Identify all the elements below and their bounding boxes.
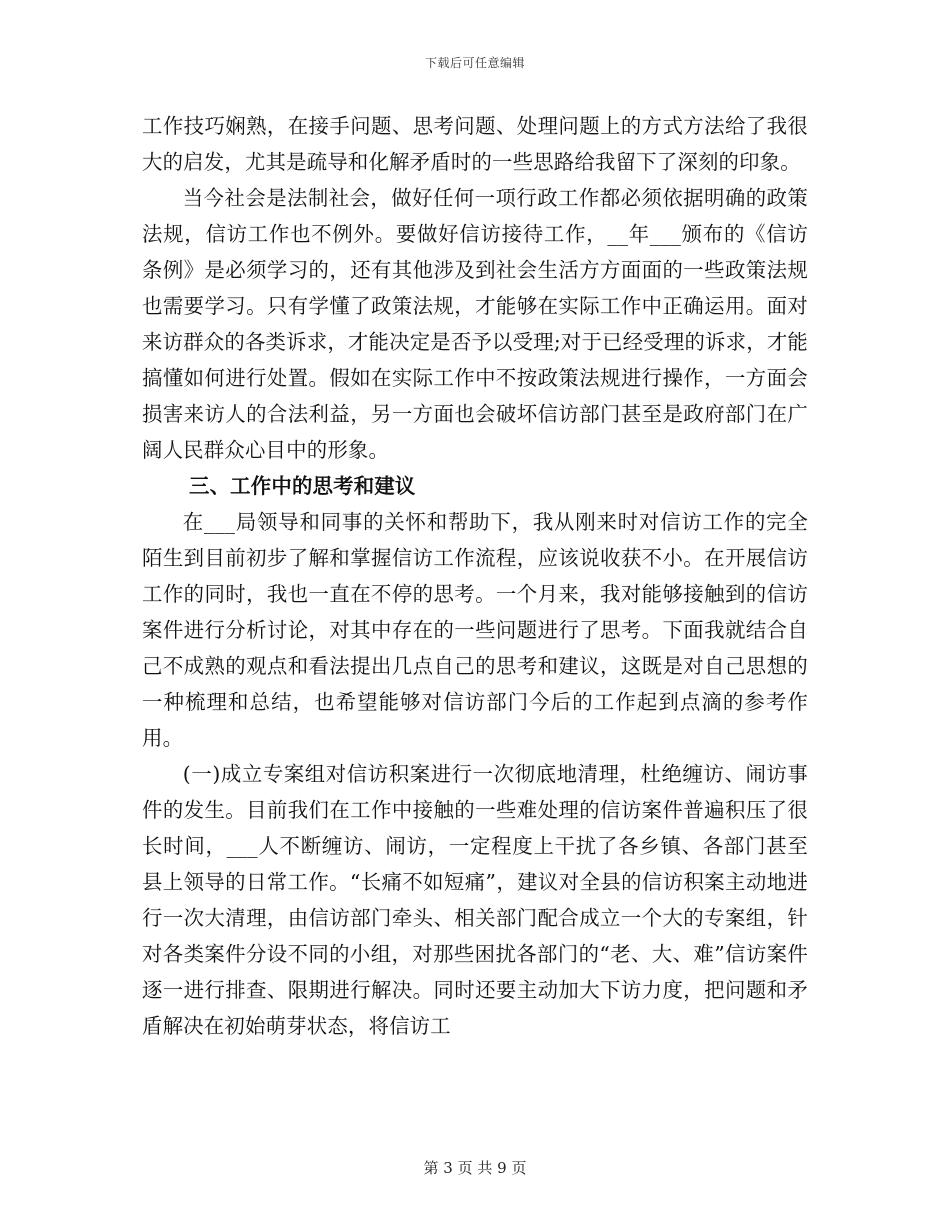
paragraph-reflections-intro: 在___局领导和同事的关怀和帮助下，我从刚来时对信访工作的完全陌生到目前初步了解和掌握信访工作流程，应该说收获不小。在开展信访工作的同时，我也一直在不停的思考。一个月来，我对能够接触到的信访案件进行分析讨论，对其中存在的一些问题进行了思考。下面我就结合自己不成熟的观点和看法提出几点自己的思考和建议，这既是对自己思想的一种梳理和总结，也希望能够对信访部门今后的工作起到点滴的参考作用。 [142, 510, 808, 750]
page-header: 下载后可任意编辑 [424, 56, 525, 70]
page-footer: 第 3 页 共 9 页 [423, 1159, 527, 1177]
document-body [142, 108, 808, 1044]
paragraph-suggestion-1: (一)成立专案组对信访积案进行一次彻底地清理，杜绝缠访、闹访事件的发生。目前我们在工作中接触的一些难处理的信访案件普遍积压了很长时间，___人不断缠访、闹访，一定程度上干扰了各乡镇、各部门甚至县上领导的日常工作。“长痛不如短痛”，建议对全县的信访积案主动地进行一次大清理，由信访部门牵头、相关部门配合成立一个大的专案组，针对各类案件分设不同的小组，对那些困扰各部门的“老、大、难”信访案件逐一进行排查、限期进行解决。同时还要主动加大下访力度，把问题和矛盾解决在初始萌芽状态，将信访工 [142, 762, 808, 1038]
paragraph-continuation: 工作技巧娴熟，在接手问题、思考问题、处理问题上的方式方法给了我很大的启发，尤其是疏导和化解矛盾时的一些思路给我留下了深刻的印象。 [142, 114, 808, 174]
section-heading-3: 三、工作中的思考和建议 [189, 474, 416, 498]
paragraph-policy-regulations: 当今社会是法制社会，做好任何一项行政工作都必须依据明确的政策法规，信访工作也不例外。要做好信访接待工作，__年___颁布的《信访条例》是必须学习的，还有其他涉及到社会生活方方面面的一些政策法规也需要学习。只有学懂了政策法规，才能够在实际工作中正确运用。面对来访群众的各类诉求，才能决定是否予以受理;对于已经受理的诉求，才能搞懂如何进行处置。假如在实际工作中不按政策法规进行操作，一方面会损害来访人的合法利益，另一方面也会破坏信访部门甚至是政府部门在广阔人民群众心目中的形象。 [142, 186, 808, 462]
